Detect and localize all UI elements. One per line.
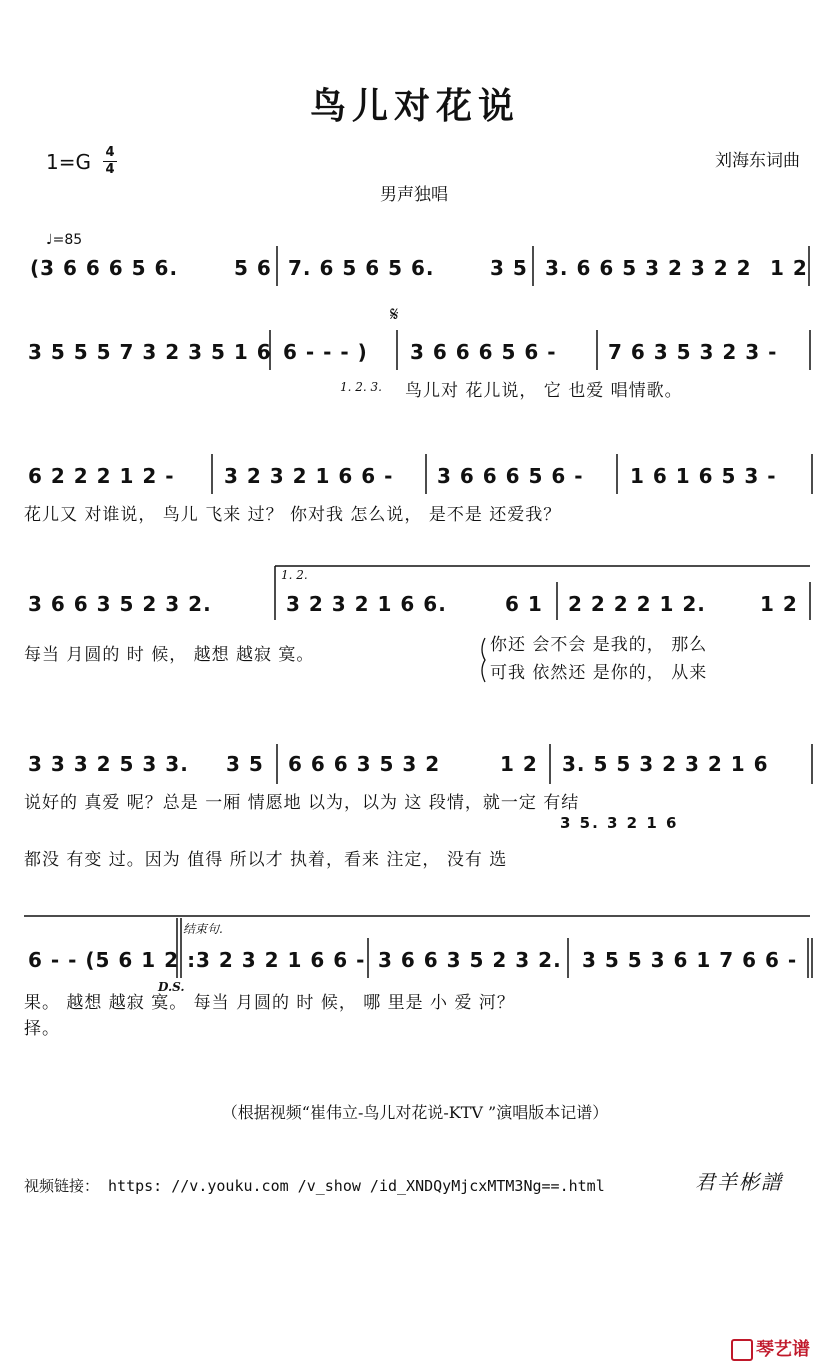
notes-row-1-m2: 7. 6 5 6 5 6. xyxy=(288,256,435,280)
notes-row-4-m1: 3 6 6 3 5 2 3 2. xyxy=(28,592,212,616)
lyrics-row-6-second: 择。 xyxy=(24,1019,60,1039)
notes-row-4-pickup: 6 1 xyxy=(505,592,543,616)
meter-top: 4 xyxy=(105,145,115,160)
notes-row-1-pickup3: 1 2 xyxy=(770,256,808,280)
notes-row-5-m3: 3. 5 5 3 2 3 2 1 6 xyxy=(562,752,769,776)
notes-row-1-m1: (3 6 6 6 5 6. xyxy=(30,256,179,280)
notes-row-2-m2: 6 - - - ) xyxy=(283,340,368,364)
notes-row-5-m1: 3 3 3 2 5 3 3. xyxy=(28,752,189,776)
verse-numbers: 1. 2. 3. xyxy=(340,380,382,394)
notes-row-6-m4: 3 5 5 3 6 1 7 6 6 - xyxy=(582,948,798,972)
video-link[interactable]: 视频链接： https: //v.youku.com /v_show /id_XNDQyMjcxMTM3Ng==.html xyxy=(24,1177,605,1195)
logo-icon xyxy=(731,1339,753,1361)
notes-row-1-pickup: 5 6 xyxy=(234,256,272,280)
watermark-text: 琴艺谱 xyxy=(756,1339,810,1360)
notes-row-5-pickup: 3 5 xyxy=(226,752,264,776)
lyrics-row-3: 花儿又 对谁说， 鸟儿 飞来 过？ 你对我 怎么说， 是不是 还爱我？ xyxy=(24,505,562,525)
lyrics-row-6: 果。 越想 越寂 寞。 每当 月圆的 时 候， 哪 里是 小 爱 河？ xyxy=(24,993,515,1013)
meter-bottom: 4 xyxy=(105,162,115,177)
notes-row-4-m3: 2 2 2 2 1 2. xyxy=(568,592,706,616)
notes-row-4-pickup2: 1 2 xyxy=(760,592,798,616)
notes-row-6-m3: 3 6 6 3 5 2 3 2. xyxy=(378,948,562,972)
tempo-mark: ♩=85 xyxy=(46,232,83,248)
lyrics-row-5: 说好的 真爱 呢？总是 一厢 情愿地 以为，以为 这 段情，就一定 有结 xyxy=(24,793,580,813)
song-title: 鸟儿对花说 xyxy=(309,85,520,127)
dal-segno-mark: D.S. xyxy=(158,980,185,994)
notes-row-2-m1: 3 5 5 5 7 3 2 3 5 1 6 xyxy=(28,340,272,364)
transcriber-signature: 君羊彬譜 xyxy=(695,1170,783,1194)
segno-sign: 𝄋 xyxy=(390,302,399,326)
source-note: （根据视频“崔伟立-鸟儿对花说-KTV ”演唱版本记谱） xyxy=(221,1103,609,1122)
notes-row-3-m3: 3 6 6 6 5 6 - xyxy=(437,464,584,488)
lyrics-row-2: 鸟儿对 花儿说， 它 也爱 唱情歌。 xyxy=(405,381,683,401)
notes-row-3-m1: 6 2 2 2 1 2 - xyxy=(28,464,175,488)
lyrics-row-4-verse1: 你还 会不会 是我的， 那么 xyxy=(490,635,708,655)
watermark-logo xyxy=(731,1335,810,1361)
notes-row-3-m4: 1 6 1 6 5 3 - xyxy=(630,464,777,488)
volta-bracket-label: 1. 2. xyxy=(281,568,308,582)
lyrics-row-4-verse2: 可我 依然还 是你的， 从来 xyxy=(490,663,708,683)
notes-row-2-m3: 3 6 6 6 5 6 - xyxy=(410,340,557,364)
key-signature: 1=G xyxy=(46,150,91,174)
ending-label: 结束句. xyxy=(183,922,223,936)
lyrics-row-5-second: 都没 有变 过。因为 值得 所以才 执着，看来 注定， 没有 选 xyxy=(24,850,508,870)
alt-notes-row-5: 3 5. 3 2 1 6 xyxy=(560,814,679,832)
notes-row-6-m1: 6 - - (5 6 1 2 : xyxy=(28,948,197,972)
notes-row-4-m2: 3 2 3 2 1 6 6. xyxy=(286,592,447,616)
notes-row-2-m4: 7 6 3 5 3 2 3 - xyxy=(608,340,778,364)
notes-row-5-m2: 6 6 6 3 5 3 2 xyxy=(288,752,441,776)
notes-row-3-m2: 3 2 3 2 1 6 6 - xyxy=(224,464,394,488)
notes-row-6-m2: 3 2 3 2 1 6 6 - xyxy=(196,948,366,972)
notes-row-1-m3: 3. 6 6 5 3 2 3 2 2 xyxy=(545,256,752,280)
notes-row-1-pickup2: 3 5 xyxy=(490,256,528,280)
lyrics-row-4: 每当 月圆的 时 候， 越想 越寂 寞。 xyxy=(24,645,315,665)
notes-row-5-pickup2: 1 2 xyxy=(500,752,538,776)
voice-type: 男声独唱 xyxy=(380,185,448,205)
composer-credit: 刘海东词曲 xyxy=(715,151,800,171)
